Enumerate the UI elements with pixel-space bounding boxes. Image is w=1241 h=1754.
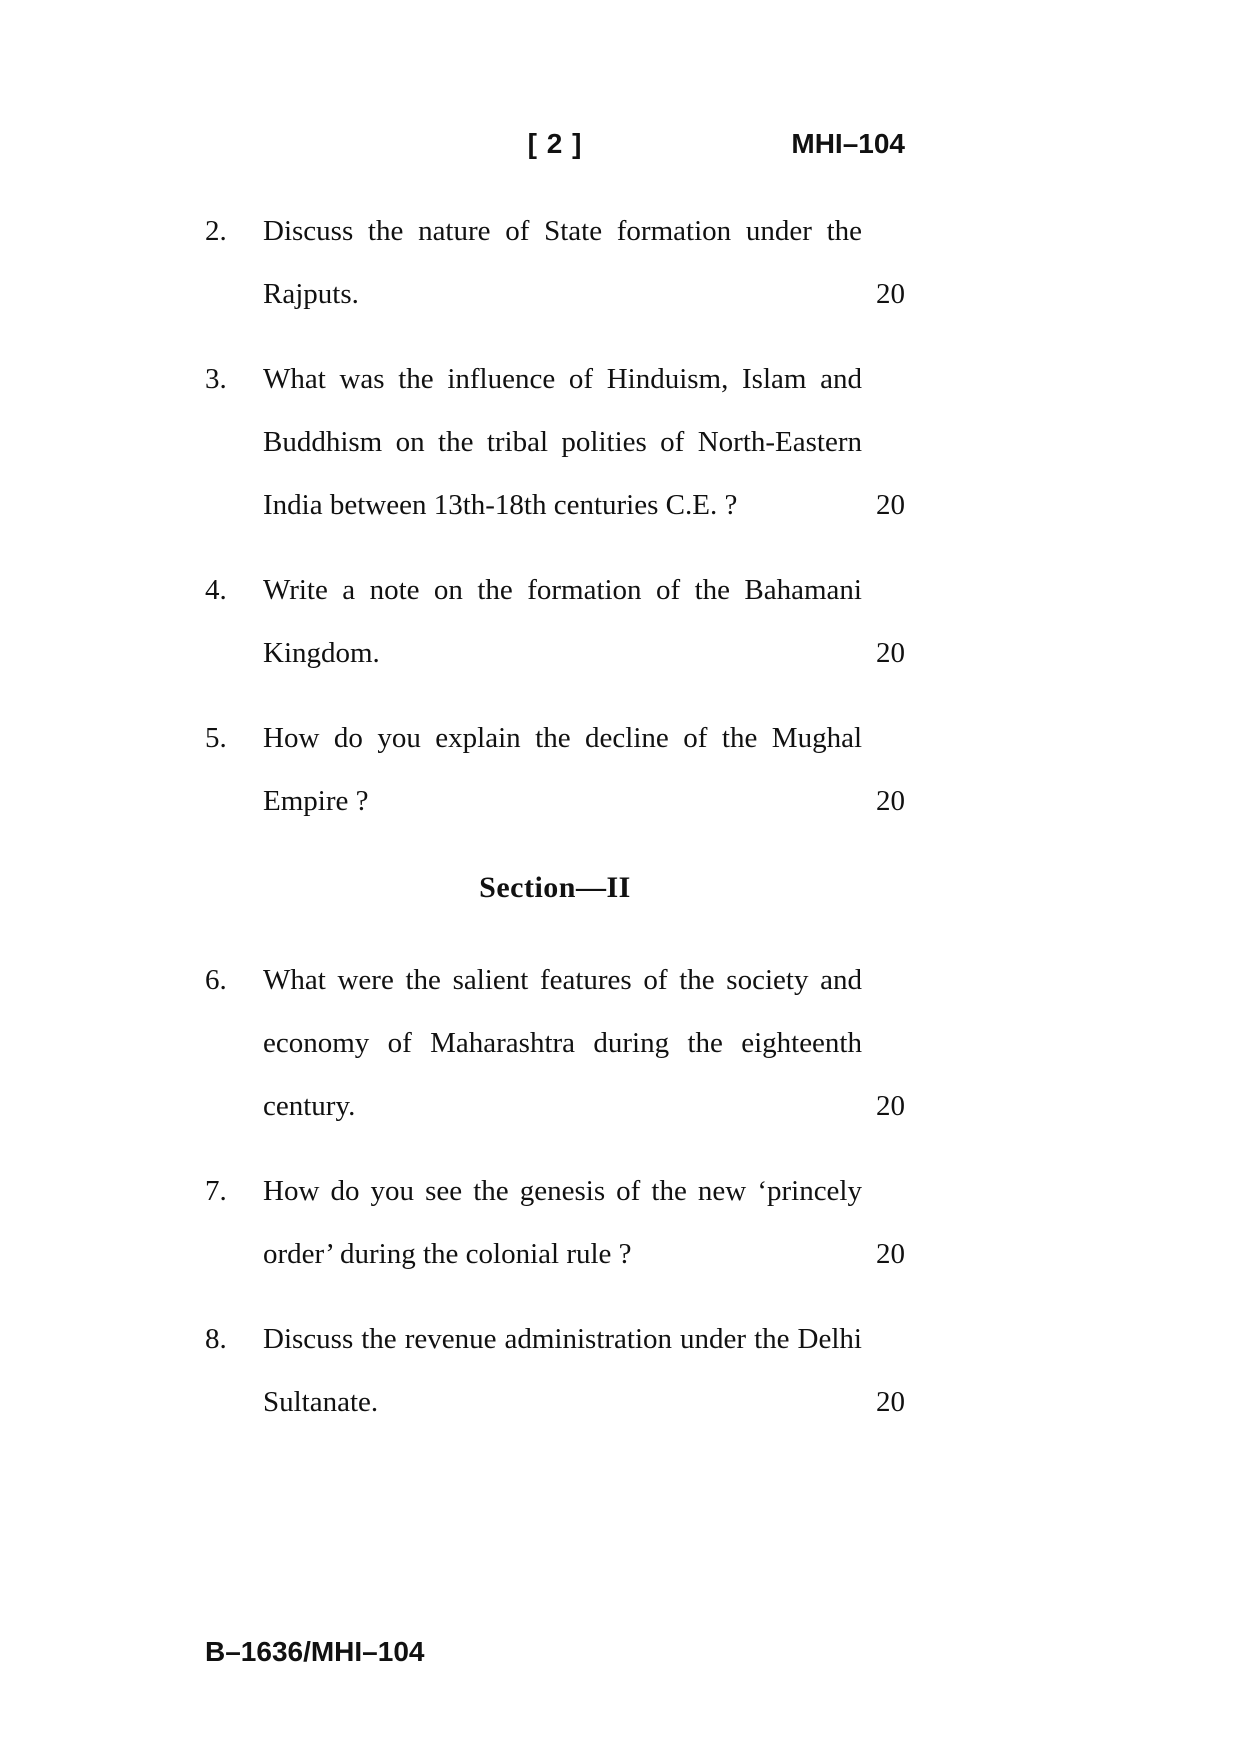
question-marks: 20 <box>876 278 905 310</box>
question-6 <box>205 949 905 1138</box>
section-heading: Section—II <box>479 871 631 904</box>
question-text: How do you explain the decline of the Mughal Empire ? <box>263 722 862 817</box>
question-3 <box>205 348 905 537</box>
question-number: 4. <box>205 574 227 606</box>
question-number: 7. <box>205 1175 227 1207</box>
question-text: Discuss the revenue administration under the Delhi Sultanate. <box>263 1323 862 1418</box>
footer-code: B–1636/MHI–104 <box>205 1636 425 1667</box>
question-marks: 20 <box>876 1386 905 1418</box>
question-text: How do you see the genesis of the new ‘princely order’ during the colonial rule ? <box>263 1175 862 1270</box>
question-marks: 20 <box>876 1090 905 1122</box>
question-marks: 20 <box>876 637 905 669</box>
question-marks: 20 <box>876 489 905 521</box>
page-number: [ 2 ] <box>527 128 583 159</box>
question-7 <box>205 1160 905 1286</box>
paper-code: MHI–104 <box>791 128 905 159</box>
question-number: 6. <box>205 964 227 996</box>
question-4 <box>205 559 905 685</box>
question-text: What was the influence of Hinduism, Islam and Buddhism on the tribal polities of North-Eastern India between 13th-18th centuries C.E. ? <box>263 363 862 521</box>
question-marks: 20 <box>876 785 905 817</box>
question-number: 3. <box>205 363 227 395</box>
page-header <box>205 128 905 172</box>
question-8 <box>205 1308 905 1434</box>
question-number: 8. <box>205 1323 227 1355</box>
question-2 <box>205 200 905 326</box>
question-text: What were the salient features of the society and economy of Maharashtra during the eighteenth century. <box>263 964 862 1122</box>
question-marks: 20 <box>876 1238 905 1270</box>
question-number: 5. <box>205 722 227 754</box>
question-text: Discuss the nature of State formation under the Rajputs. <box>263 215 862 310</box>
question-number: 2. <box>205 215 227 247</box>
question-5 <box>205 707 905 833</box>
question-text: Write a note on the formation of the Bahamani Kingdom. <box>263 574 862 669</box>
